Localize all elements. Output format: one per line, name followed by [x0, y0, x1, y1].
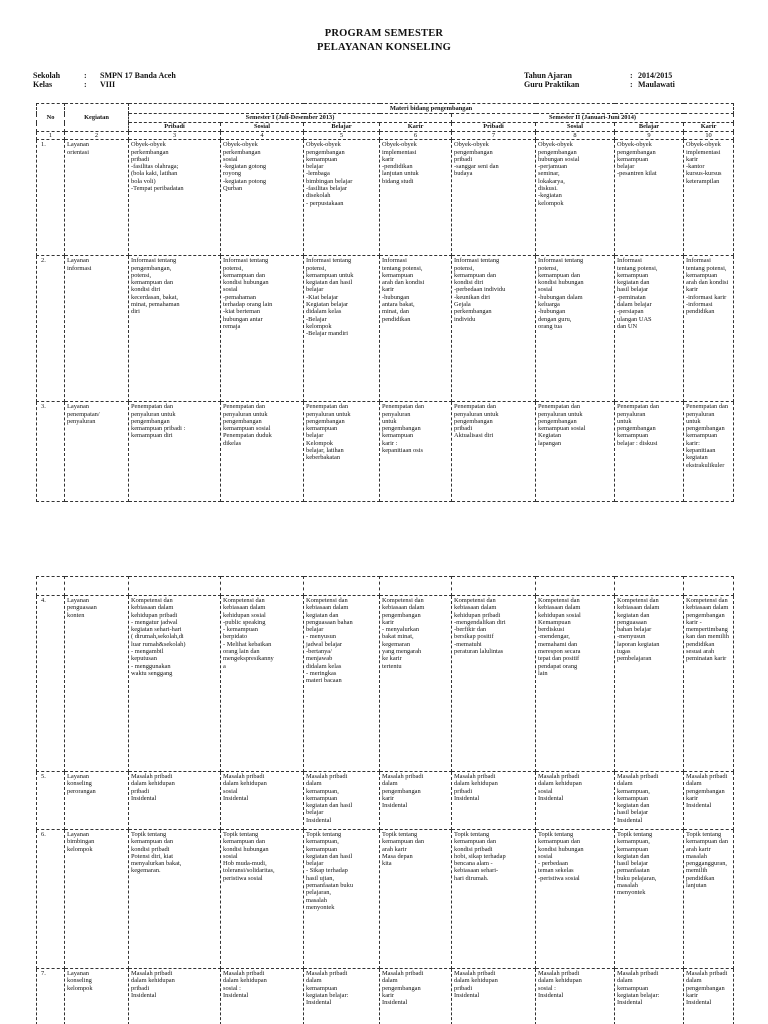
table-cell: Penempatan dan penyaluran untuk pengembangan kemampuan pribadi : kemampuan diri [129, 402, 221, 502]
kelas-colon: : [84, 80, 87, 89]
guru-praktikan-label: Guru Praktikan [524, 80, 580, 89]
table-cell: Informasi tentang potensi, kemampuan arah dan kondisi karir -hubungan antara bakat, minat, dan pendidikan [380, 256, 452, 402]
table-cell: Masalah pribadi dalam kemampuan kegiatan belajar: Insidental [615, 969, 684, 1024]
table-cell: Kompetensi dan kebiasaan dalam kegiatan dan penguasaan bahan belajar -menyusun laporan kegiatan tugas pembelajaran [615, 596, 684, 772]
header-kegiatan: Kegiatan [65, 104, 129, 132]
table-cell: Masalah pribadi dalam kehidupan sosial : Insidental [221, 969, 304, 1024]
row-kegiatan: Layanan penempatan/ penyaluran [65, 402, 129, 502]
empty-cell [37, 577, 65, 596]
row-kegiatan: Layanan bimbingan kelompok [65, 830, 129, 969]
table-cell: Obyek-obyek pengembangan kemampuan belajar -pesantren kilat [615, 140, 684, 256]
table-cell: Informasi tentang potensi, kemampuan kegiatan dan hasil belajar -peminatan dalam belajar -persiapan ulangan UAS dan UN [615, 256, 684, 402]
table-cell: Obyek-obyek pengembangan kemampuan belajar -lembaga bimbingan belajar -fasilitas belajar disekolah - perpustakaan [304, 140, 380, 256]
table-cell: Informasi tentang pengembangan, potensi, kemampuan dan kondisi diri kecerdasan, bakat, minat, pemahaman diri [129, 256, 221, 402]
table-cell: Masalah pribadi dalam pengembangan karir Insidental [380, 969, 452, 1024]
table-cell: Masalah pribadi dalam pengembangan karir Insidental [684, 969, 734, 1024]
table-cell: Topik tentang kemampuan dan kondisi pribadi Potensi diri, kiat menyalurkan bakat, kegemaran. [129, 830, 221, 969]
row-number: 6. [37, 830, 65, 969]
table-cell: Topik tentang kemampuan dan kondisi hubungan sosial Hob muda-mudi, toleransi/solidaritas, peristiwa sosial [221, 830, 304, 969]
tahun-ajaran-label: Tahun Ajaran [524, 71, 572, 80]
row-number: 3. [37, 402, 65, 502]
table-cell: Topik tentang kemampuan dan kondisi hubungan sosial - perbedaan teman sekelas -peristiwa sosial [536, 830, 615, 969]
table-cell: Masalah pribadi dalam kemampuan kegiatan belajar: Insidental [304, 969, 380, 1024]
table-cell: Kompetensi dan kebiasaan dalam kehidupan sosial Kemampuan berdiskusi -mendengar, memahami dan merespon secara tepat dan positif pendapat orang lain [536, 596, 615, 772]
table-cell: Kompetensi dan kebiasaan dalam pengembangan karir - menyalurkan bakat minat, kegemaran yang mengarah ke karir tertentu [380, 596, 452, 772]
table-cell: Penempatan dan penyaluran untuk pengembangan kemampuan sosial Penempatan duduk dikelas [221, 402, 304, 502]
empty-cell [452, 577, 536, 596]
row-kegiatan: Layanan konseling perorangan [65, 772, 129, 830]
table-cell: Topik tentang kemampuan dan arah karir masalah penggangguran, memilih pendidikan lanjutan [684, 830, 734, 969]
table-cell: Penempatan dan penyaluran untuk pengembangan kemampuan karir : kepanitiaan osis [380, 402, 452, 502]
empty-cell [684, 577, 734, 596]
subheader-karir: Karir [684, 123, 734, 132]
guru-praktikan-value: Maulawati [638, 80, 675, 89]
table-cell: Informasi tentang potensi, kemampuan untuk kegiatan dan hasil belajar -Kiat belajar Kegiatan belajar didalam kelas -Belajar kelompok -Belajar mandiri [304, 256, 380, 402]
table-cell: Masalah pribadi dalam pengembangan karir Insidental [684, 772, 734, 830]
table-cell: Penempatan dan penyaluran untuk pengembangan kemampuan karir: kepanitiaan kegiatan ekstrakulikuler [684, 402, 734, 502]
empty-cell [65, 577, 129, 596]
table-cell: Masalah pribadi dalam kehidupan sosial Insidental [221, 772, 304, 830]
empty-cell [221, 577, 304, 596]
table-cell: Masalah pribadi dalam kehidupan pribadi Insidental [452, 969, 536, 1024]
table-cell: Topik tentang kemampuan, kemampuan kegiatan dan hasil belajar pemanfaatan buku pelajaran, masalah menyontek [615, 830, 684, 969]
row-kegiatan: Layanan penguasaan konten [65, 596, 129, 772]
table-cell: Masalah pribadi dalam kehidupan sosial : Insidental [536, 969, 615, 1024]
table-cell: Topik tentang kemampuan dan arah karir Masa depan kita [380, 830, 452, 969]
subheader-pribadi: Pribadi [129, 123, 221, 132]
subheader-sosial: Sosial [221, 123, 304, 132]
tahun-ajaran-value: 2014/2015 [638, 71, 673, 80]
table-row [37, 140, 734, 256]
row-number: 2. [37, 256, 65, 402]
subheader-belajar: Belajar [304, 123, 380, 132]
table-cell: Masalah pribadi dalam kehidupan sosial Insidental [536, 772, 615, 830]
table-cell: Masalah pribadi dalam kehidupan pribadi Insidental [129, 772, 221, 830]
empty-cell [536, 577, 615, 596]
sekolah-label: Sekolah [33, 71, 61, 80]
page-title: PROGRAM SEMESTER [324, 28, 444, 39]
row-number: 4. [37, 596, 65, 772]
sekolah-colon: : [84, 71, 87, 80]
row-number: 5. [37, 772, 65, 830]
row-kegiatan: Layanan konseling kelompok [65, 969, 129, 1024]
subheader-pribadi: Pribadi [452, 123, 536, 132]
program-table-part1 [36, 103, 734, 502]
column-number: 6 [380, 132, 452, 140]
table-row [37, 772, 734, 830]
table-cell: Obyek-obyek pengembangan hubungan sosial -perjamuan seminar, lokakarya, diskusi. -kegiatan kelompok [536, 140, 615, 256]
header-materi: Materi bidang pengembangan [129, 104, 734, 114]
column-number: 2 [65, 132, 129, 140]
table-row [37, 256, 734, 402]
table-row [37, 402, 734, 502]
table-cell: Informasi tentang potensi, kemampuan arah dan kondisi karir -informasi karir -informasi pendidikan [684, 256, 734, 402]
empty-cell [129, 577, 221, 596]
row-kegiatan: Layanan informasi [65, 256, 129, 402]
empty-cell [380, 577, 452, 596]
table-cell: Masalah pribadi dalam pengembangan karir Insidental [380, 772, 452, 830]
table-cell: Masalah pribadi dalam kehidupan pribadi Insidental [129, 969, 221, 1024]
table-cell: Kompetensi dan kebiasaan dalam pengembangan karir - mempertimbang kan dan memilih pendidikan sesuai arah peminatan karir [684, 596, 734, 772]
table-cell: Kompetensi dan kebiasaan dalam kehidupan sosial -public speaking - kemampuan berpidato - Melihat kebaikan orang lain dan mengekspresikanny a [221, 596, 304, 772]
table-cell: Topik tentang kemampuan dan kondisi pribadi hobi, sikap terhadap bencana alam - kebiasaan sehari- hari dirumah. [452, 830, 536, 969]
column-number: 7 [452, 132, 536, 140]
table-cell: Kompetensi dan kebiasaan dalam kehidupan pribadi - mengatur jadwal kegiatan sehari-hari ( dirumah,sekolah,di luar rumah&sekolah) - mengambil keputusan - menggunakan waktu senggang [129, 596, 221, 772]
row-number: 1. [37, 140, 65, 256]
table-cell: Obyek-obyek perkembangan sosial -kegiatan gotong royong -kegiatan potong Qurban [221, 140, 304, 256]
table-cell: Obyek-obyek implementasi karir -pendidikan lanjutan untuk bidang studi [380, 140, 452, 256]
column-number: 1 [37, 132, 65, 140]
table-cell: Obyek-obyek pengembangan pribadi -sanggar seni dan budaya [452, 140, 536, 256]
table-empty-header-row [37, 577, 734, 596]
table-row [37, 830, 734, 969]
table-cell: Masalah pribadi dalam kemampuan, kemampuan kegiatan dan hasil belajar Insidental [304, 772, 380, 830]
column-number: 3 [129, 132, 221, 140]
sekolah-value: SMPN 17 Banda Aceh [100, 71, 176, 80]
column-number: 10 [684, 132, 734, 140]
kelas-label: Kelas [33, 80, 53, 89]
table-row [37, 596, 734, 772]
header-semester-2: Semester II (Januari-Juni 2014) [452, 114, 734, 123]
table-cell: Masalah pribadi dalam kehidupan pribadi Insidental [452, 772, 536, 830]
empty-cell [615, 577, 684, 596]
row-number: 7. [37, 969, 65, 1024]
table-cell: Informasi tentang potensi, kemampuan dan kondisi diri -perbedaan individu -keunikan diri Gejala perkembangan individu [452, 256, 536, 402]
table-cell: Penempatan dan penyaluran untuk pengembangan kemampuan belajar Kelompok belajar, latihan keberbakatan [304, 402, 380, 502]
empty-cell [304, 577, 380, 596]
table-cell: Penempatan dan penyaluran untuk pengembangan kemampuan belajar : diskusi [615, 402, 684, 502]
subheader-karir: Karir [380, 123, 452, 132]
row-kegiatan: Layanan orientasi [65, 140, 129, 256]
column-number: 5 [304, 132, 380, 140]
table-cell: Penempatan dan penyaluran untuk pengembangan pribadi Aktualisasi diri [452, 402, 536, 502]
table-row [37, 969, 734, 1024]
header-no: No [37, 104, 65, 132]
table-cell: Obyek-obyek implementasi karir -kantor kursus-kursus keterampilan [684, 140, 734, 256]
table-cell: Kompetensi dan kebiasaan dalam kegiatan dan penguasaan bahan belajar - menyusun jadwal belajar -bertanya/ menjawab didalam kelas - meringkas materi bacaan [304, 596, 380, 772]
tahun-ajaran-colon: : [630, 71, 633, 80]
table-cell: Kompetensi dan kebiasaan dalam kehidupan pribadi -mengendalikan diri -berfikir dan bersikap positif -mematuhi peraturan lalulintas [452, 596, 536, 772]
column-number: 4 [221, 132, 304, 140]
subheader-belajar: Belajar [615, 123, 684, 132]
guru-praktikan-colon: : [630, 80, 633, 89]
header-semester-1: Semester I (Juli-Desember 2013) [129, 114, 452, 123]
table-cell: Informasi tentang potensi, kemampuan dan kondisi hubungan sosial -pemahaman terhadap orang lain -kiat berteman hubungan antar remaja [221, 256, 304, 402]
page-subtitle: PELAYANAN KONSELING [316, 42, 451, 53]
kelas-value: VIII [100, 80, 116, 89]
subheader-sosial: Sosial [536, 123, 615, 132]
table-cell: Informasi tentang potensi, kemampuan dan kondisi hubungan sosial -hubungan dalam keluarga -hubungan dengan guru, orang tua [536, 256, 615, 402]
table-cell: Penempatan dan penyaluran untuk pengembangan kemampuan sosial Kegiatan lapangan [536, 402, 615, 502]
column-number: 9 [615, 132, 684, 140]
column-number: 8 [536, 132, 615, 140]
program-table-part2 [36, 576, 734, 1024]
table-cell: Masalah pribadi dalam kemampuan, kemampuan kegiatan dan hasil belajar Insidental [615, 772, 684, 830]
table-cell: Obyek-obyek perkembangan pribadi -fasilitas olahraga; (bola kaki, latihan bola voli) -Tempat peribadatan [129, 140, 221, 256]
table-cell: Topik tentang kemampuan, kemampuan kegiatan dan hasil belajar - Sikap terhadap hasil ujian, pemanfaatan buku pelajaran, masalah menyontek [304, 830, 380, 969]
